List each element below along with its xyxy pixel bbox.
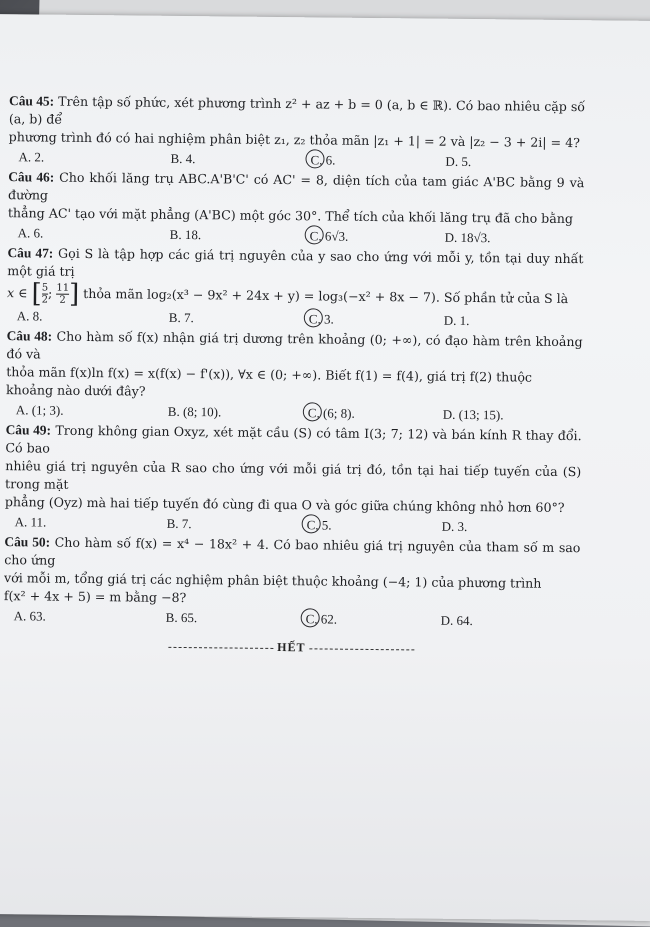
- choice-d[interactable]: D. 5.: [445, 153, 472, 170]
- question-48: [6, 327, 583, 405]
- choice-b[interactable]: B. 18.: [169, 226, 202, 243]
- choice-c[interactable]: C. 62.: [306, 610, 338, 628]
- choice-b[interactable]: B. 4.: [170, 150, 196, 167]
- choice-d[interactable]: D. 18√3.: [444, 229, 491, 246]
- choice-b[interactable]: B. 65.: [165, 609, 198, 626]
- choice-c[interactable]: C. 5.: [307, 516, 332, 534]
- choice-c[interactable]: C. (6; 8).: [308, 404, 355, 422]
- choice-a[interactable]: A. 8.: [16, 308, 43, 324]
- question-number: Câu 47:: [7, 245, 54, 261]
- choice-a[interactable]: A. 6.: [17, 225, 44, 241]
- question-47: Câu 47: Gọi S là tập hợp các giá trị nguyên của y sao cho ứng với mỗi y, tồn tại duy nhất một giá trị x ∈ [ $\frac{5}{2}$ ; $\frac{11}{2}$ ] thỏa mãn log₂(x³ − 9x² + 24x + y) = log₃(−x² + 8x − 7). Số phần tử của S là: [7, 245, 584, 310]
- choice-a[interactable]: A. (1; 3).: [15, 402, 64, 418]
- end-marker: HẾT: [3, 635, 579, 659]
- question-text-line: thẳng AC' tạo với mặt phẳng (A'BC) một góc 30°. Thể tích của khối lăng trụ đã cho bằng: [7, 205, 574, 227]
- answer-circle-mark: [303, 402, 322, 421]
- question-50: [4, 533, 581, 611]
- choice-d[interactable]: D. (13; 15).: [442, 406, 504, 423]
- question-text-line: nhiêu giá trị nguyên của R sao cho ứng với mỗi giá trị đó, tồn tại hai tiếp tuyến của (S) trong mặt: [5, 458, 582, 492]
- answer-circle-mark: [305, 149, 324, 168]
- question-number: Câu 45:: [9, 93, 55, 109]
- choice-d[interactable]: D. 3.: [441, 518, 468, 534]
- choice-c[interactable]: C. 6.: [310, 151, 335, 169]
- question-text: Cho hàm số f(x) = x⁴ − 18x² + 4. Có bao nhiêu giá trị nguyên của tham số m sao cho ứng: [4, 534, 581, 568]
- answer-circle-mark: [305, 225, 324, 244]
- choice-a[interactable]: A. 63.: [13, 608, 46, 624]
- question-text: Gọi S là tập hợp các giá trị nguyên của y sao cho ứng với mỗi y, tồn tại duy nhất một giá trị: [7, 245, 584, 279]
- question-text-line: khoảng nào dưới đây?: [5, 382, 146, 399]
- question-text-line: thỏa mãn f(x)ln f(x) = x(f(x) − f'(x)), ∀x ∈ (0; +∞). Biết f(1) = f(4), giá trị f(2) thuộc: [6, 364, 533, 385]
- question-text: Trên tập số phức, xét phương trình z² + az + b = 0 (a, b ∈ ℝ). Có bao nhiêu cặp số (a, b) để: [8, 93, 586, 127]
- choice-b[interactable]: B. (8; 10).: [167, 403, 222, 420]
- question-text: Cho khối lăng trụ ABC.A'B'C' có AC' = 8, diện tích của tam giác A'BC bằng 9 và đường: [8, 169, 585, 203]
- choice-d[interactable]: D. 1.: [443, 312, 470, 328]
- choice-a[interactable]: A. 2.: [18, 149, 45, 165]
- question-text-line: thỏa mãn log₂(x³ − 9x² + 24x + y) = log₃(−x² + 8x − 7). Số phần tử của S là: [83, 285, 569, 307]
- question-text: Cho hàm số f(x) nhận giá trị dương trên khoảng (0; +∞), có đạo hàm trên khoảng đó và: [6, 328, 583, 362]
- question-text-line: với mỗi m, tổng giá trị các nghiệm phân biệt thuộc khoảng (−4; 1) của phương trình: [4, 570, 542, 591]
- question-49: [5, 421, 582, 517]
- question-number: Câu 50:: [4, 534, 51, 550]
- answer-circle-mark: [304, 308, 323, 327]
- choices-50: [4, 607, 580, 631]
- question-text-line: phương trình đó có hai nghiệm phân biệt z₁, z₂ thỏa mãn |z₁ + 1| = 2 và |z₂ − 3 + 2i| = 4?: [8, 129, 580, 151]
- exam-content: [3, 92, 585, 659]
- choice-c[interactable]: C. 3.: [309, 310, 334, 328]
- question-text-line: phẳng (Oyz) mà hai tiếp tuyến đó cùng đi qua O và góc giữa chúng không nhỏ hơn 60°?: [4, 494, 565, 516]
- question-text: Trong không gian Oxyz, xét mặt cầu (S) có tâm I(3; 7; 12) và bán kính R thay đổi. Có bao: [5, 422, 582, 456]
- question-text-line: f(x² + 4x + 5) = m bằng −8?: [3, 588, 187, 606]
- choice-c[interactable]: C. 6√3.: [310, 227, 349, 245]
- choice-b[interactable]: B. 7.: [166, 515, 192, 532]
- question-number: Câu 49:: [5, 422, 52, 438]
- question-46: [8, 168, 585, 228]
- question-number: Câu 48:: [6, 328, 53, 344]
- choice-a[interactable]: A. 11.: [14, 514, 47, 530]
- answer-circle-mark: [301, 608, 320, 627]
- fraction-5-2: $\frac{5}{2}$: [41, 282, 49, 306]
- exam-page: [0, 14, 650, 921]
- fraction-11-2: $\frac{11}{2}$: [56, 282, 70, 306]
- question-number: Câu 46:: [8, 169, 55, 185]
- choice-d[interactable]: D. 64.: [440, 612, 473, 629]
- choice-b[interactable]: B. 7.: [168, 309, 194, 326]
- answer-circle-mark: [302, 514, 321, 533]
- question-45: [9, 92, 586, 152]
